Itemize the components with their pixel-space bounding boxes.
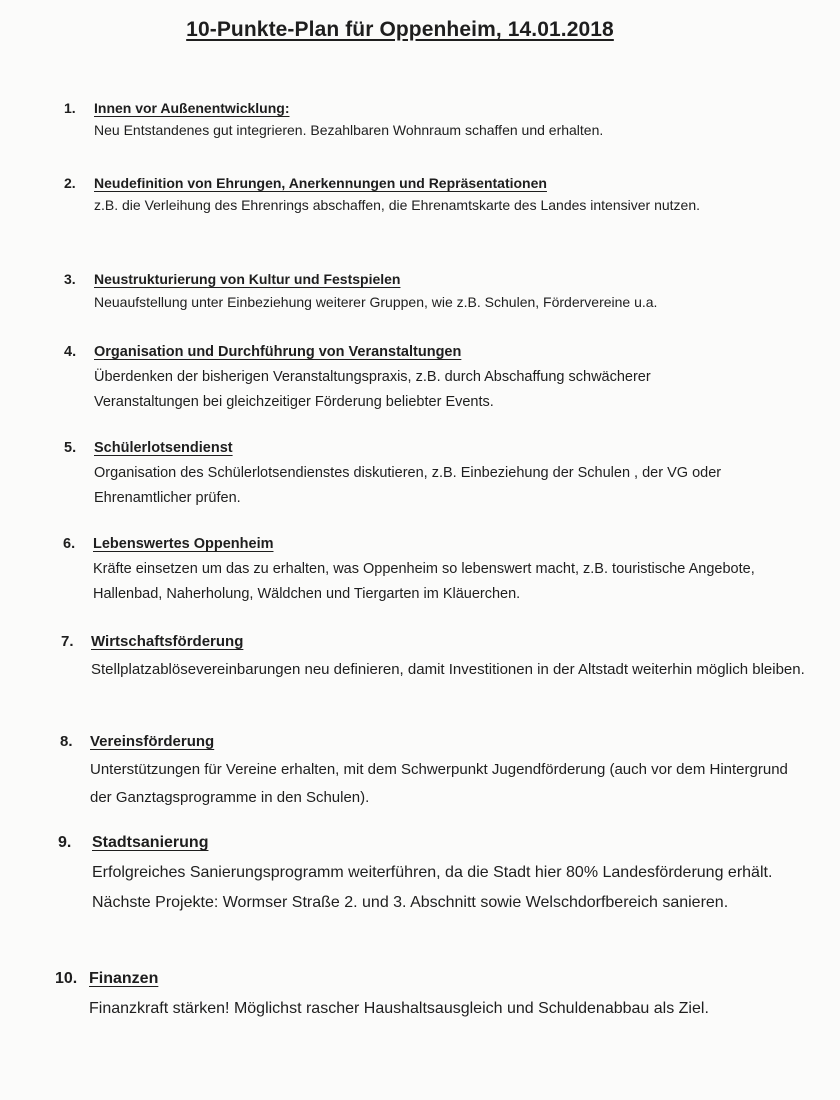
plan-item-4 [64,340,794,415]
item-number: 9. [58,834,72,851]
plan-item-7 [61,628,805,684]
plan-item-6 [63,532,793,607]
item-heading: Lebenswertes Oppenheim [93,536,274,552]
item-number: 10. [55,970,78,987]
item-text: Neu Entstandenes gut integrieren. Bezahlbaren Wohnraum schaffen und erhalten. [94,122,604,138]
item-text: Erfolgreiches Sanierungsprogramm weiterführen, da die Stadt hier 80% Landesförderung erhält. Nächste Projekte: Wormser Straße 2. und 3. Abschnitt sowie Welschdorfbereich sanieren. [92,864,773,911]
item-heading: Stadtsanierung [92,834,209,851]
item-heading: Wirtschaftsförderung [91,633,244,650]
item-body [94,340,794,415]
item-number: 5. [64,440,77,456]
item-heading: Innen vor Außenentwicklung: [94,100,290,116]
item-number: 8. [60,733,73,750]
item-number: 1. [64,100,76,116]
item-number: 7. [61,633,74,650]
document-title: 10-Punkte-Plan für Oppenheim, 14.01.2018 [186,18,614,41]
plan-item-3 [64,268,794,314]
item-text: z.B. die Verleihung des Ehrenrings abschaffen, die Ehrenamtskarte des Landes intensiver nutzen. [94,197,701,213]
plan-item-5 [64,436,794,511]
item-heading: Finanzen [89,970,159,987]
item-heading: Schülerlotsendienst [94,440,233,456]
item-text: Organisation des Schülerlotsendienstes diskutieren, z.B. Einbeziehung der Schulen , der VG oder Ehrenamtlicher prüfen. [94,465,722,506]
item-text: Stellplatzablösevereinbarungen neu definieren, damit Investitionen in der Altstadt weiterhin möglich bleiben. [91,661,805,678]
item-body [89,964,785,1024]
plan-item-2 [64,172,794,216]
item-heading: Vereinsförderung [90,733,215,750]
plan-item-1 [64,97,794,141]
item-body [90,728,790,812]
item-number: 2. [64,175,76,191]
item-body [94,268,794,314]
item-body [91,628,805,684]
item-number: 3. [64,271,76,287]
item-heading: Neudefinition von Ehrungen, Anerkennungen und Repräsentationen [94,175,547,191]
item-text: Finanzkraft stärken! Möglichst rascher Haushaltsausgleich und Schuldenabbau als Ziel. [89,1000,709,1017]
item-body [94,436,794,511]
item-body [94,172,794,216]
item-body [93,532,793,607]
item-body [94,97,794,141]
item-text: Neuaufstellung unter Einbeziehung weiterer Gruppen, wie z.B. Schulen, Fördervereine u.a. [94,294,658,310]
item-number: 4. [64,344,77,360]
item-text: Überdenken der bisherigen Veranstaltungspraxis, z.B. durch Abschaffung schwächerer Veranstaltungen bei gleichzeitiger Förderung beliebter Events. [94,369,651,410]
plan-item-10 [55,964,785,1024]
plan-item-9 [58,828,788,918]
item-heading: Organisation und Durchführung von Veranstaltungen [94,344,462,360]
item-body [92,828,788,918]
plan-item-8 [60,728,790,812]
item-text: Kräfte einsetzen um das zu erhalten, was Oppenheim so lebenswert macht, z.B. touristische Angebote, Hallenbad, Naherholung, Wäldchen und Tiergarten im Kläuerchen. [93,561,755,602]
item-number: 6. [63,536,76,552]
item-text: Unterstützungen für Vereine erhalten, mit dem Schwerpunkt Jugendförderung (auch vor dem Hintergrund der Ganztagsprogramme in den Schulen). [90,761,788,806]
item-heading: Neustrukturierung von Kultur und Festspielen [94,271,401,287]
